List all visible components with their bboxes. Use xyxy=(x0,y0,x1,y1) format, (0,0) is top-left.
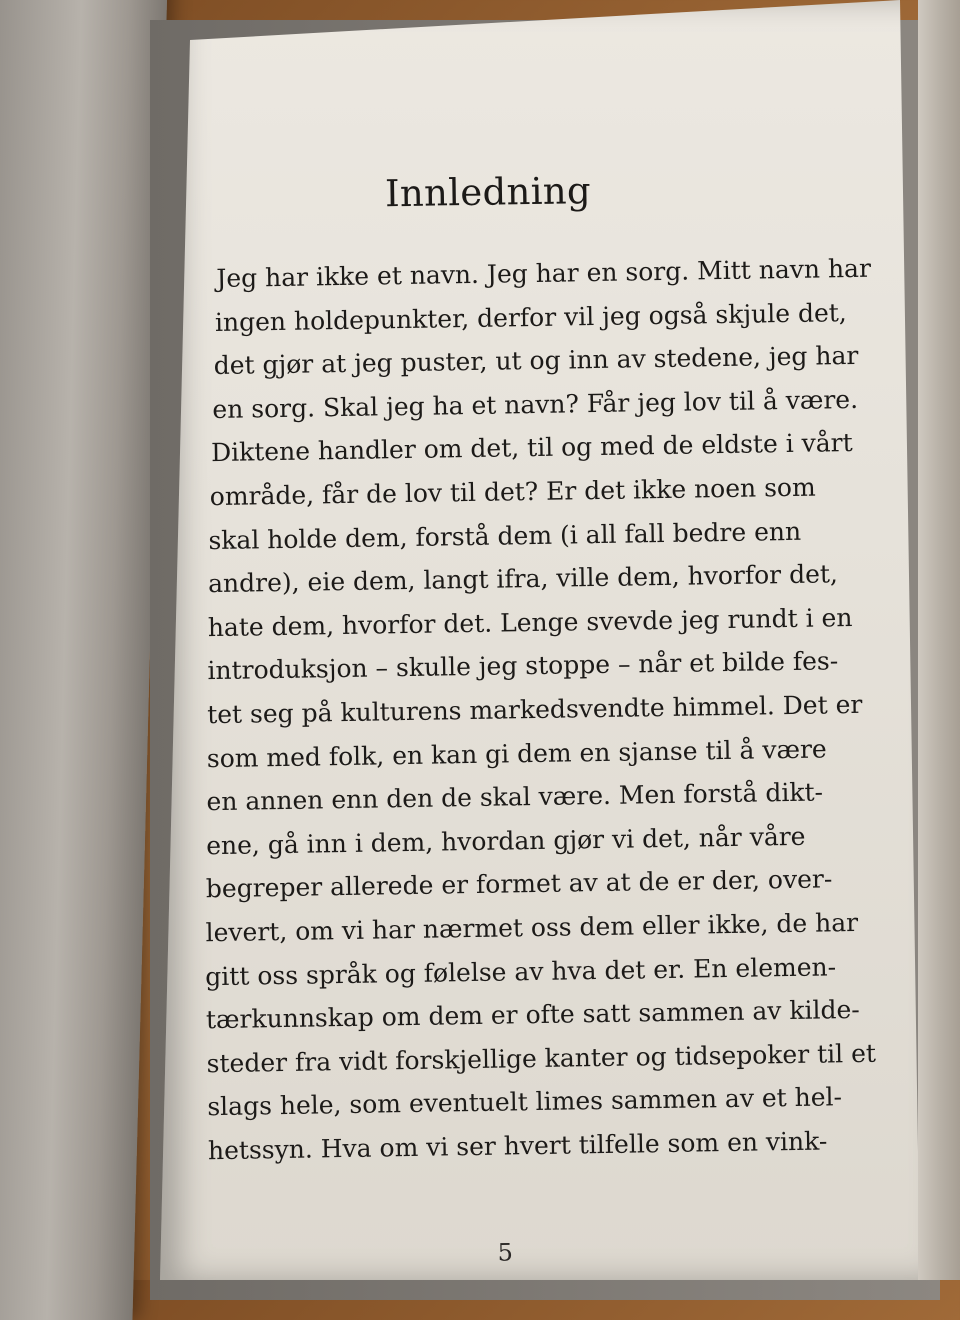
chapter-title: Innledning xyxy=(384,169,592,216)
body-text xyxy=(194,247,877,1172)
text-line: det gjør at jeg puster, ut og inn av stedene, jeg har xyxy=(213,341,859,381)
text-line: ingen holdepunkter, derfor vil jeg også skjule det, xyxy=(214,297,847,337)
text-line: tærkunnskap om dem er ofte satt sammen av kilde- xyxy=(205,995,860,1035)
text-line: begreper allerede er formet av at de er der, over- xyxy=(205,864,833,904)
text-line: introduksjon – skulle jeg stoppe – når et bilde fes- xyxy=(207,646,839,686)
text-line: andre), eie dem, langt ifra, ville dem, hvorfor det, xyxy=(207,559,839,599)
text-line: levert, om vi har nærmet oss dem eller ikke, de har xyxy=(205,907,859,948)
text-line: steder fra vidt forskjellige kanter og tidsepoker til et xyxy=(206,1038,877,1078)
text-line: en annen enn den de skal være. Men forstå dikt- xyxy=(206,777,824,817)
left-page xyxy=(0,0,168,1320)
text-line: slags hele, som eventuelt limes sammen av et hel- xyxy=(207,1082,843,1122)
text-line: en sorg. Skal jeg ha et navn? Får jeg lov til å være. xyxy=(212,384,859,424)
text-line: Diktene handler om det, til og med de eldste i vårt xyxy=(210,428,853,468)
text-line: hate dem, hvorfor det. Lenge svevde jeg rundt i en xyxy=(207,602,853,642)
text-line: hetssyn. Hva om vi ser hvert tilfelle som en vink- xyxy=(207,1126,828,1166)
text-line: ene, gå inn i dem, hvordan gjør vi det, når våre xyxy=(206,821,806,860)
page-content xyxy=(150,0,930,1286)
text-line: Jeg har ikke et navn. Jeg har en sorg. Mitt navn har xyxy=(216,253,872,293)
text-line: område, får de lov til det? Er det ikke noen som xyxy=(209,472,816,512)
page-number: 5 xyxy=(497,1238,514,1267)
text-line: gitt oss språk og følelse av hva det er. En elemen- xyxy=(205,951,837,991)
text-line: skal holde dem, forstå dem (i all fall bedre enn xyxy=(208,516,802,555)
text-line: tet seg på kulturens markedsvendte himmel. Det er xyxy=(206,689,863,730)
text-line: som med folk, en kan gi dem en sjanse til å være xyxy=(206,733,827,773)
